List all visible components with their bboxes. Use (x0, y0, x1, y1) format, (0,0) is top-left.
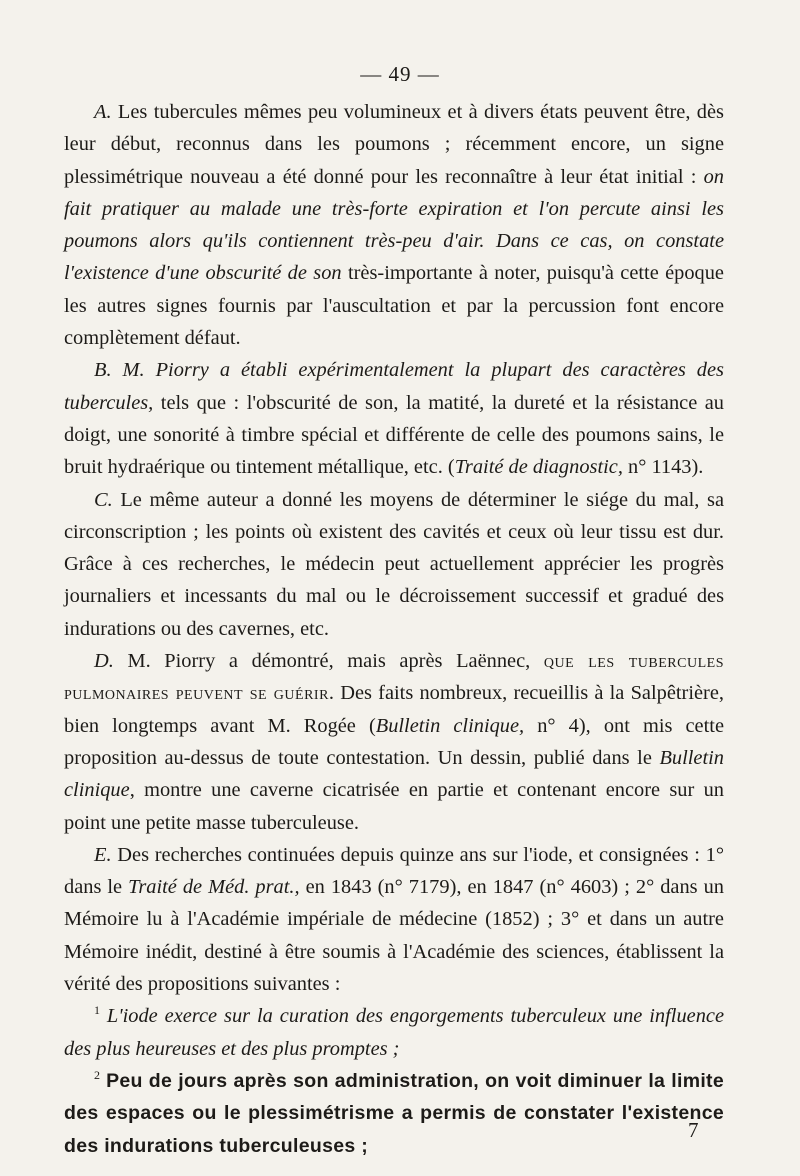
small-caps-d-1: que les tubercules pulmonaires peuvent se guérir (64, 650, 724, 705)
paragraph-b (64, 354, 724, 483)
text-a-1: Les tubercules mêmes peu volumineux et à divers états peuvent être, dès leur début, reconnus dans les poumons ; récemment encore, un signe plessimétrique nouveau a été donné pour les reconnaître à leur état initial : (64, 101, 724, 188)
italic-d-2: Bulletin clinique (64, 746, 724, 802)
body-text (64, 96, 724, 1162)
footnote-marker-2: 2 (94, 1068, 100, 1083)
text-b-1: tels que : l'obscurité de son, la matité, la dureté et la résistance au doigt, une sonorité à timbre spécial et différente de celle des poumons sains, le bruit hydraérique ou tintement métallique, etc. ( (64, 391, 724, 479)
label-e: E. (94, 843, 112, 866)
proposition-1 (64, 1000, 724, 1065)
italic-a-1: on fait pratiquer au malade une très-forte expiration et l'on percute ainsi les poumons alors qu'ils contiennent très-peu d'air. Dans ce cas, on constate l'existence d'une obscurité de son (64, 165, 724, 285)
italic-p1-1: L'iode exerce sur la curation des engorgements tuberculeux une influence des plus heureuses et des plus promptes ; (64, 1005, 724, 1060)
text-e-2: en 1843 (n° 7179), en 1847 (n° 4603) ; 2° dans un Mémoire lu à l'Académie impériale de médecine (1852) ; 3° et dans un autre Mémoire inédit, destiné à être soumis à l'Académie des sciences, établissent la vérité des propositions suivantes : (64, 876, 725, 996)
italic-d-1: Bulletin clinique, (375, 714, 525, 737)
text-d-1: M. Piorry a démontré, mais après Laënnec, (113, 650, 544, 673)
italic-b-2: Traité de diagnostic, (454, 456, 623, 479)
paragraph-e (64, 839, 724, 1000)
text-d-2: . Des faits nombreux, recueillis à la Salpêtrière, bien longtemps avant M. Rogée ( (64, 682, 724, 737)
label-b: B. (94, 359, 112, 382)
text-d-4: , montre une caverne cicatrisée en partie et contenant encore sur un point une petite masse tuberculeuse. (64, 779, 724, 834)
text-c-1: Le même auteur a donné les moyens de déterminer le siége du mal, sa circonscription ; les points où existent des cavités et ceux où leur tissu est dur. Grâce à ces recherches, le médecin peut actuellement apprécier les progrès journaliers et incessants du mal ou le décroissement successif et gradué des indurations ou des cavernes, etc. (64, 488, 724, 640)
text-d-3: n° 4), ont mis cette proposition au-dessus de toute contestation. Un dessin, publié dans le (64, 714, 724, 769)
proposition-2 (64, 1065, 724, 1162)
label-d: D. (94, 650, 114, 673)
label-c: C. (94, 488, 113, 511)
paragraph-c (64, 484, 724, 645)
text-e-1: Des recherches continuées depuis quinze ans sur l'iode, et consignées : 1° dans le (64, 843, 724, 899)
bold-p2-1: Peu de jours après son administration, on voit diminuer la limite des espaces ou le plessimétrisme a permis de constater l'existence des indurations tuberculeuses ; (64, 1069, 724, 1157)
italic-e-1: Traité de Méd. prat., (128, 876, 300, 899)
signature-mark: 7 (688, 1118, 699, 1142)
label-a: A. (94, 101, 112, 123)
paragraph-a (64, 96, 724, 354)
footnote-marker-1: 1 (94, 1003, 100, 1018)
italic-b-1: M. Piorry a établi expérimentalement la plupart des caractères des tubercules, (64, 359, 724, 414)
page-number: — 49 — (360, 62, 440, 86)
paragraph-d (64, 645, 724, 839)
text-a-2: très-importante à noter, puisqu'à cette époque les autres signes fournis par l'auscultation et par la percussion font encore complètement défaut. (64, 262, 724, 350)
text-b-2: n° 1143). (622, 456, 704, 479)
